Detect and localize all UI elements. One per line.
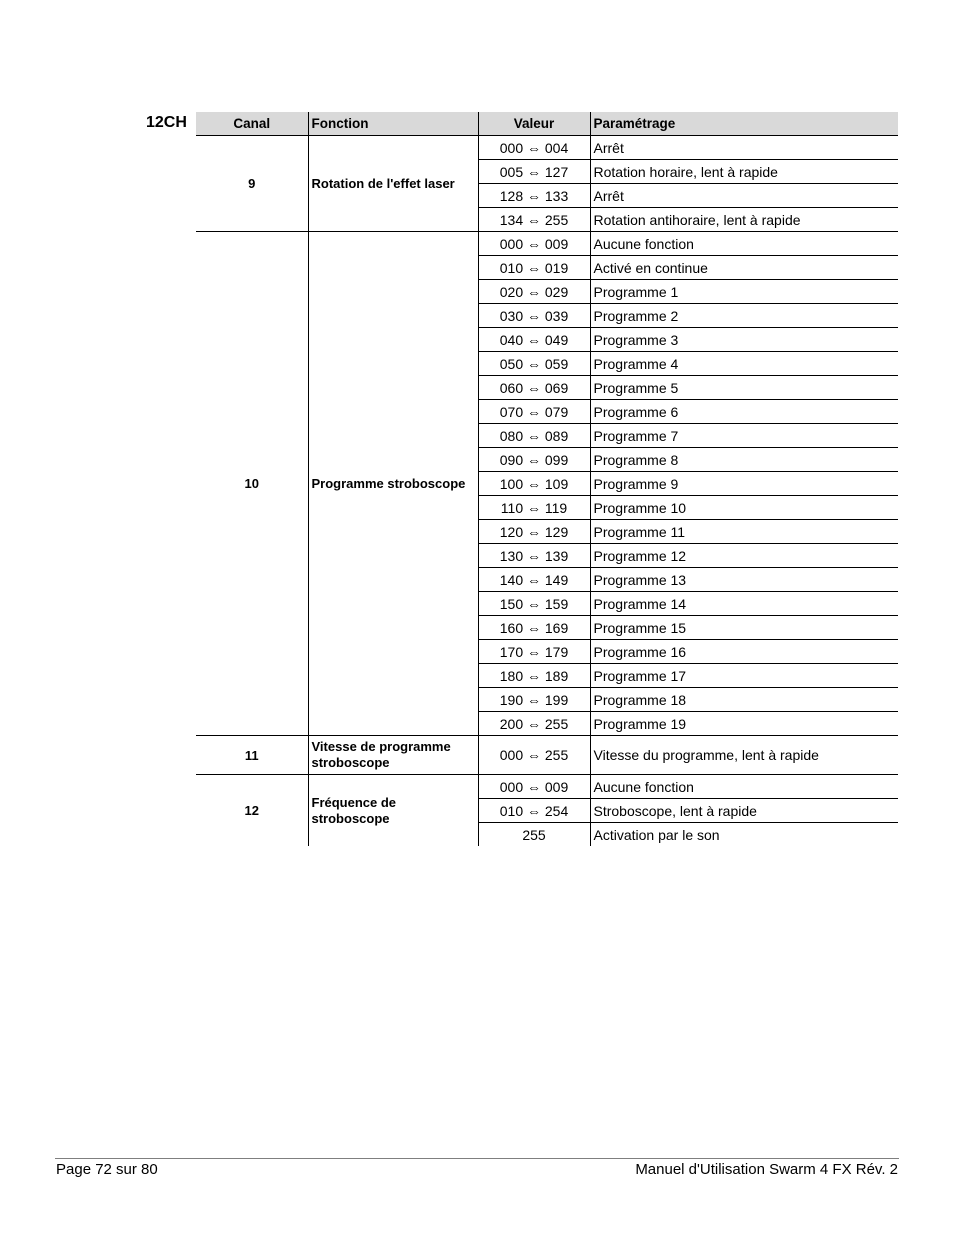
footer-manual-title: Manuel d'Utilisation Swarm 4 FX Rév. 2 [635,1161,898,1178]
setting-description: Activé en continue [590,256,898,280]
value-range: 020 ⇔ 029 [478,280,590,304]
value-range: 134 ⇔ 255 [478,208,590,232]
setting-description: Programme 12 [590,544,898,568]
channel-mode-label: 12CH [146,114,187,131]
setting-description: Activation par le son [593,826,720,843]
table-row [196,775,898,799]
value-range: 050 ⇔ 059 [478,352,590,376]
channel-function: Programme stroboscope [308,232,478,736]
setting-description: Programme 13 [590,568,898,592]
value-range: 150 ⇔ 159 [478,592,590,616]
value-range: 100 ⇔ 109 [478,472,590,496]
setting-description: Stroboscope, lent à rapide [590,799,898,823]
channel-number: 9 [196,136,308,232]
table-header-row [196,112,898,136]
setting-description: Rotation antihoraire, lent à rapide [590,208,898,232]
value-range: 128 ⇔ 133 [478,184,590,208]
setting-description: Programme 16 [590,640,898,664]
setting-description: Arrêt [590,184,898,208]
channel-number: 11 [196,736,308,775]
setting-description: Arrêt [590,136,898,160]
table-row [196,136,898,160]
value-range: 080 ⇔ 089 [478,424,590,448]
value-range: 255 [478,823,590,847]
setting-description: Programme 11 [590,520,898,544]
value-range: 180 ⇔ 189 [478,664,590,688]
value-range: 000 ⇔ 009 [478,232,590,256]
footer-divider [55,1158,899,1159]
setting-description: Rotation horaire, lent à rapide [590,160,898,184]
channel-function: Vitesse de programme stroboscope [308,736,478,775]
table-row [196,736,898,775]
value-range: 010 ⇔ 254 [478,799,590,823]
value-range: 000 ⇔ 004 [478,136,590,160]
setting-description: Programme 6 [590,400,898,424]
setting-description: Programme 14 [590,592,898,616]
value-range: 000 ⇔ 255 [478,736,590,775]
channel-function: Fréquence de stroboscope [308,775,478,847]
setting-description: Programme 5 [590,376,898,400]
table-row [196,232,898,256]
setting-description: Programme 2 [590,304,898,328]
setting-description: Programme 9 [590,472,898,496]
header-canal: Canal [196,112,308,136]
header-fonction: Fonction [308,112,478,136]
value-range: 120 ⇔ 129 [478,520,590,544]
setting-description: Vitesse du programme, lent à rapide [590,736,898,775]
channel-function: Rotation de l'effet laser [308,136,478,232]
value-range: 060 ⇔ 069 [478,376,590,400]
value-range: 200 ⇔ 255 [478,712,590,736]
setting-description: Programme 3 [590,328,898,352]
setting-description: Aucune fonction [590,775,898,799]
channel-number: 12 [196,775,308,847]
setting-description: Programme 18 [590,688,898,712]
value-range: 090 ⇔ 099 [478,448,590,472]
header-parametrage: Paramétrage [590,112,898,136]
value-range: 005 ⇔ 127 [478,160,590,184]
value-range: 190 ⇔ 199 [478,688,590,712]
value-range: 000 ⇔ 009 [478,775,590,799]
setting-description: Programme 7 [590,424,898,448]
value-range: 030 ⇔ 039 [478,304,590,328]
value-range: 140 ⇔ 149 [478,568,590,592]
dmx-channel-table [196,112,898,846]
value-range: 040 ⇔ 049 [478,328,590,352]
setting-description: Programme 10 [590,496,898,520]
value-range: 170 ⇔ 179 [478,640,590,664]
setting-description: Aucune fonction [590,232,898,256]
setting-description: Programme 15 [590,616,898,640]
setting-description: Programme 4 [590,352,898,376]
value-range: 160 ⇔ 169 [478,616,590,640]
setting-description: Programme 1 [590,280,898,304]
header-valeur: Valeur [478,112,590,136]
value-range: 130 ⇔ 139 [478,544,590,568]
channel-number: 10 [196,232,308,736]
footer-page-number: Page 72 sur 80 [56,1161,158,1178]
value-range: 010 ⇔ 019 [478,256,590,280]
setting-description: Programme 17 [590,664,898,688]
setting-description: Programme 19 [590,712,898,736]
value-range: 070 ⇔ 079 [478,400,590,424]
setting-description: Programme 8 [590,448,898,472]
value-range: 110 ⇔ 119 [478,496,590,520]
table-body [196,136,898,847]
